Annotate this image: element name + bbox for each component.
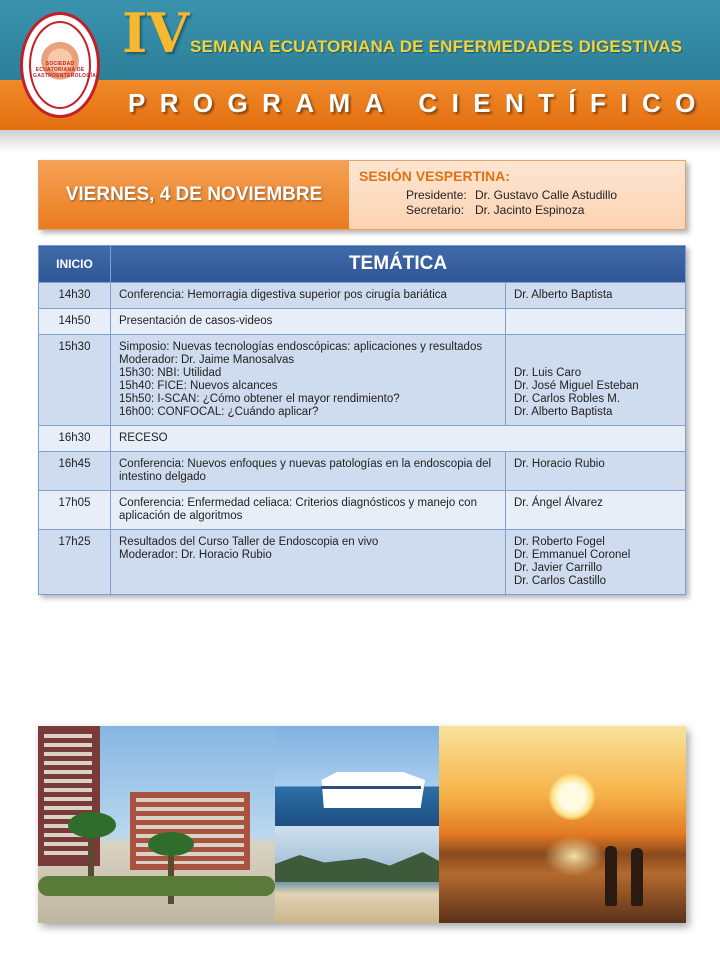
sunset-photo (439, 726, 686, 923)
speaker-name: Dr. Luis Caro (514, 367, 582, 379)
row-topic (111, 309, 506, 335)
session-day: VIERNES, 4 DE NOVIEMBRE (65, 184, 323, 205)
row-topic (111, 452, 506, 491)
row-speakers (506, 283, 686, 309)
palm-frond (68, 812, 116, 838)
topic-line: 15h30: NBI: Utilidad (119, 367, 222, 379)
session-officials (349, 161, 685, 229)
table-row (39, 309, 686, 335)
row-topic (111, 530, 506, 595)
tower-windows (44, 734, 92, 860)
walker-silhouette (631, 848, 643, 906)
edition-number: IV (122, 1, 190, 65)
row-time: 14h50 (39, 309, 111, 335)
topic-line: Presentación de casos-videos (119, 315, 273, 327)
row-topic (111, 491, 506, 530)
row-time: 14h30 (39, 283, 111, 309)
row-speakers (506, 452, 686, 491)
topic-line: Simposio: Nuevas tecnologías endoscópicas: aplicaciones y resultados (119, 341, 483, 353)
secretary-name: Dr. Jacinto Espinoza (475, 203, 585, 217)
row-speakers (506, 309, 686, 335)
logo-text: SOCIEDAD ECUATORIANA DE GASTROENTEROLOGÍA (33, 61, 97, 79)
row-time: 16h30 (39, 426, 111, 452)
palm-frond (148, 832, 194, 856)
building-windows (136, 798, 244, 864)
sun-glare (544, 836, 604, 876)
row-time: 17h25 (39, 530, 111, 595)
row-time: 16h45 (39, 452, 111, 491)
topic-line: RECESO (119, 432, 168, 444)
hotel-photo (38, 726, 275, 923)
table-body (39, 283, 686, 595)
row-speakers (506, 530, 686, 595)
event-title: SEMANA ECUATORIANA DE ENFERMEDADES DIGESTIVAS (190, 37, 683, 56)
topic-line: Resultados del Curso Taller de Endoscopia en vivo (119, 536, 379, 548)
speaker-name: Dr. Alberto Baptista (514, 289, 613, 301)
row-time: 17h05 (39, 491, 111, 530)
topic-line: 16h00: CONFOCAL: ¿Cuándo aplicar? (119, 406, 319, 418)
speaker-name: Dr. Javier Carrillo (514, 562, 603, 574)
program-table (38, 245, 686, 595)
row-time: 15h30 (39, 335, 111, 426)
speaker-name: Dr. Carlos Robles M. (514, 393, 621, 405)
secretary-row (406, 203, 685, 218)
speaker-name: Dr. Carlos Castillo (514, 575, 607, 587)
table-header-row (39, 246, 686, 283)
table-row (39, 283, 686, 309)
speaker-name: Dr. Alberto Baptista (514, 406, 613, 418)
photo-collage (38, 726, 686, 923)
beach-photo (275, 826, 439, 923)
walker-silhouette (605, 846, 617, 906)
topic-line: 15h40: FICE: Nuevos alcances (119, 380, 278, 392)
speaker-name: Dr. Ángel Álvarez (514, 497, 603, 509)
president-label: Presidente: (406, 188, 467, 202)
header-shadow (0, 130, 720, 152)
row-topic (111, 283, 506, 309)
table-row (39, 452, 686, 491)
cruise-photo (275, 726, 439, 826)
column-header-start: INICIO (39, 246, 111, 283)
ship-stripe (321, 786, 421, 789)
session-title: SESIÓN VESPERTINA: (359, 168, 510, 184)
topic-line: Conferencia: Hemorragia digestiva superior pos cirugía bariática (119, 289, 447, 301)
table-row (39, 426, 686, 452)
table-row (39, 491, 686, 530)
column-header-topic: TEMÁTICA (111, 246, 686, 283)
row-topic (111, 335, 506, 426)
topic-line: Moderador: Dr. Jaime Manosalvas (119, 354, 295, 366)
topic-line: Moderador: Dr. Horacio Rubio (119, 549, 272, 561)
topic-line: 15h50: I-SCAN: ¿Cómo obtener el mayor rendimiento? (119, 393, 400, 405)
speaker-name: Dr. Emmanuel Coronel (514, 549, 631, 561)
society-logo (20, 12, 100, 118)
table-row (39, 335, 686, 426)
topic-line: Conferencia: Nuevos enfoques y nuevas patologías en la endoscopia del intestino delgado (119, 458, 492, 483)
program-title: PROGRAMA CIENTÍFICO (128, 88, 710, 118)
secretary-label: Secretario: (406, 203, 465, 217)
speaker-name: Dr. Roberto Fogel (514, 536, 605, 548)
session-day-panel (39, 161, 349, 229)
speaker-name: Dr. Horacio Rubio (514, 458, 605, 470)
table-row (39, 530, 686, 595)
president-name: Dr. Gustavo Calle Astudillo (475, 188, 618, 202)
coastal-rock (275, 852, 439, 882)
sun (549, 774, 595, 820)
row-speakers (506, 335, 686, 426)
row-topic (111, 426, 686, 452)
speaker-name: Dr. José Miguel Esteban (514, 380, 639, 392)
session-box (38, 160, 686, 230)
garden (38, 876, 275, 896)
topic-line: Conferencia: Enfermedad celiaca: Criterios diagnósticos y manejo con aplicación de algoritmos (119, 497, 477, 522)
row-speakers (506, 491, 686, 530)
president-row (406, 188, 685, 203)
